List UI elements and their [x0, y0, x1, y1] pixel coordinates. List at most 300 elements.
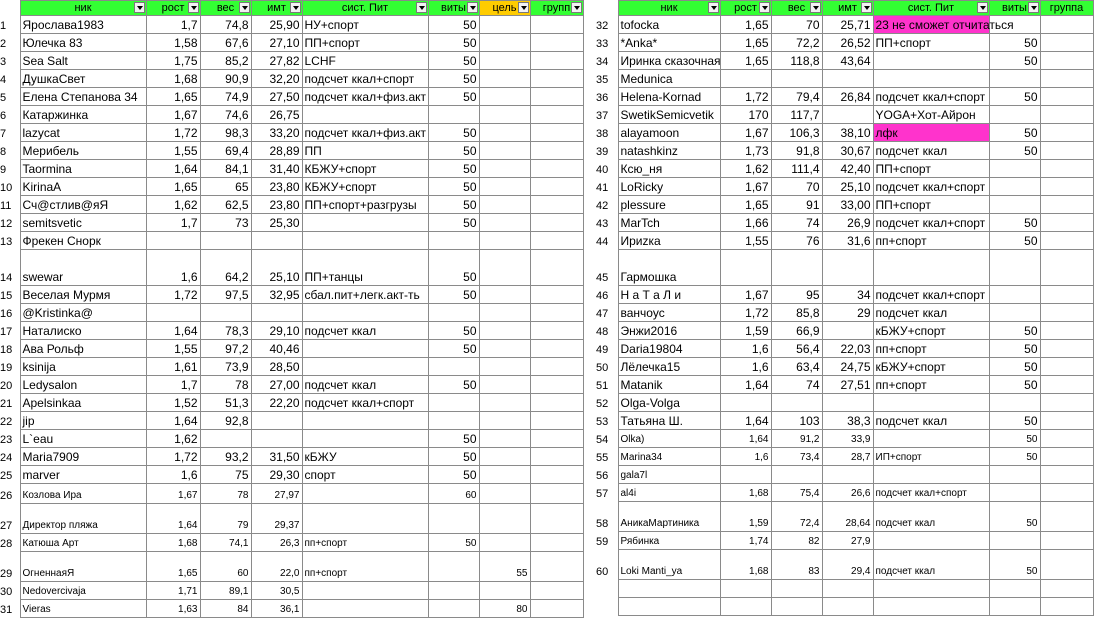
vits-cell[interactable]	[428, 552, 479, 582]
vits-cell[interactable]: 50	[989, 412, 1040, 430]
weight-cell[interactable]: 75,4	[771, 484, 822, 502]
group-cell[interactable]	[1040, 484, 1093, 502]
system-cell[interactable]: подсчет ккал	[302, 322, 428, 340]
nick-cell[interactable]: Marina34	[618, 448, 720, 466]
goal-cell[interactable]	[479, 484, 530, 504]
nick-cell[interactable]: al4i	[618, 484, 720, 502]
bmi-cell[interactable]: 23,80	[251, 178, 302, 196]
header-nick[interactable]: ник	[618, 1, 720, 16]
weight-cell[interactable]: 91,8	[771, 142, 822, 160]
weight-cell[interactable]: 111,4	[771, 160, 822, 178]
weight-cell[interactable]: 74,9	[200, 88, 251, 106]
system-cell[interactable]: сбал.пит+легк.акт-ть	[302, 286, 428, 304]
vits-cell[interactable]: 50	[428, 214, 479, 232]
group-cell[interactable]	[1040, 106, 1093, 124]
system-cell[interactable]	[873, 70, 989, 88]
height-cell[interactable]: 1,67	[720, 286, 771, 304]
header-system[interactable]: сист. Пит	[873, 1, 989, 16]
height-cell[interactable]: 1,7	[146, 16, 200, 34]
height-cell[interactable]	[720, 70, 771, 88]
bmi-cell[interactable]: 32,95	[251, 286, 302, 304]
nick-cell[interactable]: LoRicky	[618, 178, 720, 196]
bmi-cell[interactable]: 25,90	[251, 16, 302, 34]
goal-cell[interactable]	[479, 142, 530, 160]
height-cell[interactable]: 1,55	[720, 232, 771, 250]
group-cell[interactable]	[530, 34, 583, 52]
group-cell[interactable]	[1040, 250, 1093, 286]
vits-cell[interactable]	[989, 286, 1040, 304]
nick-cell[interactable]: MarTch	[618, 214, 720, 232]
bmi-cell[interactable]: 26,75	[251, 106, 302, 124]
nick-cell[interactable]	[618, 598, 720, 616]
vits-cell[interactable]	[989, 250, 1040, 286]
header-bmi[interactable]	[251, 1, 302, 16]
height-cell[interactable]: 1,61	[146, 358, 200, 376]
vits-cell[interactable]: 50	[989, 340, 1040, 358]
height-cell[interactable]: 1,64	[720, 412, 771, 430]
group-cell[interactable]	[1040, 160, 1093, 178]
nick-cell[interactable]: Olka)	[618, 430, 720, 448]
nick-cell[interactable]: Medunica	[618, 70, 720, 88]
nick-cell[interactable]: Ириzка	[618, 232, 720, 250]
filter-dropdown-icon[interactable]	[759, 2, 770, 13]
bmi-cell[interactable]: 43,64	[822, 52, 873, 70]
group-cell[interactable]	[530, 250, 583, 286]
vits-cell[interactable]: 50	[989, 502, 1040, 532]
header-weight[interactable]	[200, 1, 251, 16]
height-cell[interactable]: 1,68	[720, 550, 771, 580]
vits-cell[interactable]: 50	[989, 430, 1040, 448]
header-weight[interactable]: вес	[771, 1, 822, 16]
weight-cell[interactable]: 78	[200, 484, 251, 504]
nick-cell[interactable]: marver	[20, 466, 146, 484]
vits-cell[interactable]	[989, 160, 1040, 178]
nick-cell[interactable]: Татьяна Ш.	[618, 412, 720, 430]
goal-cell[interactable]	[479, 322, 530, 340]
bmi-cell[interactable]	[251, 304, 302, 322]
system-cell[interactable]	[302, 214, 428, 232]
group-cell[interactable]	[1040, 340, 1093, 358]
weight-cell[interactable]: 89,1	[200, 582, 251, 600]
goal-cell[interactable]: 80	[479, 600, 530, 618]
group-cell[interactable]	[530, 232, 583, 250]
goal-cell[interactable]	[479, 304, 530, 322]
bmi-cell[interactable]: 30,5	[251, 582, 302, 600]
nick-cell[interactable]: ДушкаСвет	[20, 70, 146, 88]
height-cell[interactable]: 1,65	[720, 196, 771, 214]
goal-cell[interactable]	[479, 232, 530, 250]
nick-cell[interactable]: Катаржинка	[20, 106, 146, 124]
height-cell[interactable]: 1,64	[146, 322, 200, 340]
height-cell[interactable]: 1,67	[720, 124, 771, 142]
system-cell[interactable]: подсчет ккал+спорт	[873, 88, 989, 106]
bmi-cell[interactable]: 27,97	[251, 484, 302, 504]
system-cell[interactable]: ИП+спорт	[873, 448, 989, 466]
height-cell[interactable]: 1,64	[146, 160, 200, 178]
group-cell[interactable]	[1040, 196, 1093, 214]
system-cell[interactable]	[302, 340, 428, 358]
vits-cell[interactable]: 50	[428, 340, 479, 358]
height-cell[interactable]: 1,72	[146, 448, 200, 466]
group-cell[interactable]	[1040, 52, 1093, 70]
goal-cell[interactable]	[479, 358, 530, 376]
bmi-cell[interactable]	[822, 466, 873, 484]
weight-cell[interactable]: 69,4	[200, 142, 251, 160]
weight-cell[interactable]: 67,6	[200, 34, 251, 52]
bmi-cell[interactable]: 24,75	[822, 358, 873, 376]
vits-cell[interactable]	[989, 106, 1040, 124]
vits-cell[interactable]: 50	[428, 34, 479, 52]
vits-cell[interactable]	[428, 394, 479, 412]
system-cell[interactable]	[302, 600, 428, 618]
system-cell[interactable]: пп+спорт	[302, 552, 428, 582]
bmi-cell[interactable]	[251, 412, 302, 430]
goal-cell[interactable]	[479, 106, 530, 124]
group-cell[interactable]	[1040, 34, 1093, 52]
vits-cell[interactable]: 50	[989, 358, 1040, 376]
height-cell[interactable]	[720, 250, 771, 286]
filter-dropdown-icon[interactable]	[708, 2, 719, 13]
nick-cell[interactable]: Н а Т а Л и	[618, 286, 720, 304]
header-nick[interactable]	[20, 1, 146, 16]
nick-cell[interactable]: Vieras	[20, 600, 146, 618]
group-cell[interactable]	[1040, 70, 1093, 88]
system-cell[interactable]: подсчет ккал	[302, 376, 428, 394]
weight-cell[interactable]: 98,3	[200, 124, 251, 142]
system-cell[interactable]: LCHF	[302, 52, 428, 70]
filter-dropdown-icon[interactable]	[416, 2, 427, 13]
system-cell[interactable]	[302, 582, 428, 600]
bmi-cell[interactable]: 23,80	[251, 196, 302, 214]
group-cell[interactable]	[530, 88, 583, 106]
nick-cell[interactable]: Лёлечка15	[618, 358, 720, 376]
nick-cell[interactable]: Натaлиско	[20, 322, 146, 340]
bmi-cell[interactable]: 33,20	[251, 124, 302, 142]
height-cell[interactable]: 1,65	[720, 52, 771, 70]
goal-cell[interactable]	[479, 178, 530, 196]
vits-cell[interactable]: 50	[428, 88, 479, 106]
nick-cell[interactable]: Директор пляжа	[20, 504, 146, 534]
height-cell[interactable]: 1,62	[720, 160, 771, 178]
goal-cell[interactable]	[479, 430, 530, 448]
bmi-cell[interactable]: 27,10	[251, 34, 302, 52]
group-cell[interactable]	[530, 16, 583, 34]
weight-cell[interactable]: 74	[771, 376, 822, 394]
goal-cell[interactable]	[479, 124, 530, 142]
bmi-cell[interactable]: 27,9	[822, 532, 873, 550]
nick-cell[interactable]: Иринка сказочная	[618, 52, 720, 70]
vits-cell[interactable]	[989, 196, 1040, 214]
group-cell[interactable]	[1040, 322, 1093, 340]
vits-cell[interactable]	[428, 358, 479, 376]
group-cell[interactable]	[530, 534, 583, 552]
weight-cell[interactable]: 74,1	[200, 534, 251, 552]
weight-cell[interactable]: 83	[771, 550, 822, 580]
vits-cell[interactable]	[989, 178, 1040, 196]
goal-cell[interactable]	[479, 250, 530, 286]
header-group[interactable]: группа	[1040, 1, 1093, 16]
bmi-cell[interactable]: 29	[822, 304, 873, 322]
weight-cell[interactable]: 117,7	[771, 106, 822, 124]
height-cell[interactable]	[720, 580, 771, 598]
group-cell[interactable]	[530, 214, 583, 232]
nick-cell[interactable]: KirinaA	[20, 178, 146, 196]
nick-cell[interactable]: Козлова Ира	[20, 484, 146, 504]
vits-cell[interactable]	[989, 598, 1040, 616]
vits-cell[interactable]: 50	[989, 376, 1040, 394]
header-system[interactable]	[302, 1, 428, 16]
height-cell[interactable]: 1,55	[146, 142, 200, 160]
group-cell[interactable]	[530, 484, 583, 504]
system-cell[interactable]: подсчет ккал+физ.акт	[302, 124, 428, 142]
system-cell[interactable]	[873, 430, 989, 448]
weight-cell[interactable]: 78	[200, 376, 251, 394]
group-cell[interactable]	[530, 582, 583, 600]
vits-cell[interactable]	[428, 600, 479, 618]
system-cell[interactable]: подсчет ккал+физ.акт	[302, 88, 428, 106]
vits-cell[interactable]	[989, 304, 1040, 322]
group-cell[interactable]	[530, 178, 583, 196]
bmi-cell[interactable]	[822, 394, 873, 412]
nick-cell[interactable]: semitsvetic	[20, 214, 146, 232]
height-cell[interactable]: 1,65	[720, 34, 771, 52]
system-cell[interactable]	[302, 484, 428, 504]
vits-cell[interactable]: 50	[428, 70, 479, 88]
vits-cell[interactable]: 50	[989, 88, 1040, 106]
system-cell[interactable]	[873, 580, 989, 598]
goal-cell[interactable]	[479, 394, 530, 412]
bmi-cell[interactable]: 26,84	[822, 88, 873, 106]
nick-cell[interactable]: Рябинка	[618, 532, 720, 550]
vits-cell[interactable]: 50	[989, 34, 1040, 52]
vits-cell[interactable]: 50	[989, 448, 1040, 466]
height-cell[interactable]: 1,59	[720, 322, 771, 340]
weight-cell[interactable]: 72,4	[771, 502, 822, 532]
weight-cell[interactable]: 62,5	[200, 196, 251, 214]
system-cell[interactable]: КБЖУ+спорт	[302, 160, 428, 178]
vits-cell[interactable]	[428, 582, 479, 600]
system-cell[interactable]	[873, 466, 989, 484]
bmi-cell[interactable]: 38,10	[822, 124, 873, 142]
system-cell[interactable]	[302, 304, 428, 322]
bmi-cell[interactable]: 26,3	[251, 534, 302, 552]
system-cell[interactable]: подсчет ккал+спорт	[302, 394, 428, 412]
vits-cell[interactable]: 50	[428, 178, 479, 196]
system-cell[interactable]	[873, 394, 989, 412]
group-cell[interactable]	[530, 412, 583, 430]
bmi-cell[interactable]: 42,40	[822, 160, 873, 178]
system-cell[interactable]: подсчет ккал	[873, 412, 989, 430]
nick-cell[interactable]: Matanik	[618, 376, 720, 394]
height-cell[interactable]: 1,67	[146, 106, 200, 124]
filter-dropdown-icon[interactable]	[571, 2, 582, 13]
group-cell[interactable]	[530, 600, 583, 618]
vits-cell[interactable]: 60	[428, 484, 479, 504]
system-cell[interactable]: ПП	[302, 142, 428, 160]
vits-cell[interactable]: 50	[989, 52, 1040, 70]
vits-cell[interactable]	[989, 466, 1040, 484]
bmi-cell[interactable]: 34	[822, 286, 873, 304]
weight-cell[interactable]: 85,2	[200, 52, 251, 70]
goal-cell[interactable]	[479, 376, 530, 394]
weight-cell[interactable]: 78,3	[200, 322, 251, 340]
bmi-cell[interactable]: 40,46	[251, 340, 302, 358]
group-cell[interactable]	[530, 304, 583, 322]
height-cell[interactable]: 1,67	[146, 484, 200, 504]
group-cell[interactable]	[1040, 394, 1093, 412]
goal-cell[interactable]	[479, 286, 530, 304]
bmi-cell[interactable]: 25,10	[822, 178, 873, 196]
nick-cell[interactable]: Olga-Volga	[618, 394, 720, 412]
weight-cell[interactable]: 91	[771, 196, 822, 214]
goal-cell[interactable]	[479, 16, 530, 34]
nick-cell[interactable]: АникаМартиника	[618, 502, 720, 532]
bmi-cell[interactable]: 29,30	[251, 466, 302, 484]
weight-cell[interactable]: 95	[771, 286, 822, 304]
nick-cell[interactable]: Елена Степанова 34	[20, 88, 146, 106]
goal-cell[interactable]	[479, 448, 530, 466]
height-cell[interactable]	[720, 466, 771, 484]
header-vits[interactable]	[428, 1, 479, 16]
system-cell[interactable]: подсчет ккал	[873, 550, 989, 580]
weight-cell[interactable]: 103	[771, 412, 822, 430]
vits-cell[interactable]	[428, 504, 479, 534]
system-cell[interactable]: подсчет ккал	[873, 304, 989, 322]
system-cell[interactable]	[873, 598, 989, 616]
height-cell[interactable]	[720, 598, 771, 616]
system-cell[interactable]: кБЖУ	[302, 448, 428, 466]
nick-cell[interactable]: lazycat	[20, 124, 146, 142]
weight-cell[interactable]: 74	[771, 214, 822, 232]
nick-cell[interactable]: ksinija	[20, 358, 146, 376]
vits-cell[interactable]: 50	[428, 376, 479, 394]
goal-cell[interactable]	[479, 70, 530, 88]
group-cell[interactable]	[530, 394, 583, 412]
group-cell[interactable]	[530, 466, 583, 484]
height-cell[interactable]: 170	[720, 106, 771, 124]
system-cell[interactable]: пп+спорт	[873, 376, 989, 394]
vits-cell[interactable]	[428, 232, 479, 250]
bmi-cell[interactable]: 22,20	[251, 394, 302, 412]
goal-cell[interactable]	[479, 88, 530, 106]
weight-cell[interactable]: 51,3	[200, 394, 251, 412]
goal-cell[interactable]	[479, 534, 530, 552]
group-cell[interactable]	[530, 52, 583, 70]
system-cell[interactable]: подсчет ккал+спорт	[873, 178, 989, 196]
system-cell[interactable]: кБЖУ+спорт	[873, 322, 989, 340]
height-cell[interactable]: 1,6	[146, 250, 200, 286]
system-cell[interactable]: подсчет ккал+спорт	[873, 214, 989, 232]
group-cell[interactable]	[530, 504, 583, 534]
nick-cell[interactable]: @Kristinka@	[20, 304, 146, 322]
group-cell[interactable]	[1040, 88, 1093, 106]
system-cell[interactable]: кБЖУ+спорт	[873, 358, 989, 376]
bmi-cell[interactable]: 25,71	[822, 16, 873, 34]
system-cell[interactable]	[873, 52, 989, 70]
group-cell[interactable]	[530, 142, 583, 160]
height-cell[interactable]: 1,63	[146, 600, 200, 618]
filter-dropdown-icon[interactable]	[810, 2, 821, 13]
weight-cell[interactable]: 91,2	[771, 430, 822, 448]
header-height[interactable]	[146, 1, 200, 16]
bmi-cell[interactable]: 31,6	[822, 232, 873, 250]
vits-cell[interactable]: 50	[428, 160, 479, 178]
system-cell[interactable]: подсчет ккал+спорт	[302, 70, 428, 88]
system-cell[interactable]: пп+спорт	[302, 534, 428, 552]
group-cell[interactable]	[1040, 466, 1093, 484]
height-cell[interactable]: 1,52	[146, 394, 200, 412]
system-cell[interactable]: подсчет ккал	[873, 502, 989, 532]
height-cell[interactable]: 1,72	[720, 88, 771, 106]
system-cell[interactable]	[302, 504, 428, 534]
bmi-cell[interactable]	[822, 322, 873, 340]
group-cell[interactable]	[530, 160, 583, 178]
system-cell[interactable]	[873, 250, 989, 286]
nick-cell[interactable]: Daria19804	[618, 340, 720, 358]
weight-cell[interactable]	[771, 466, 822, 484]
filter-dropdown-icon[interactable]	[239, 2, 250, 13]
bmi-cell[interactable]	[251, 430, 302, 448]
header-height[interactable]: рост	[720, 1, 771, 16]
system-cell[interactable]: пп+спорт	[873, 340, 989, 358]
nick-cell[interactable]: Nedovercivaja	[20, 582, 146, 600]
filter-dropdown-icon[interactable]	[290, 2, 301, 13]
vits-cell[interactable]: 50	[989, 214, 1040, 232]
system-cell[interactable]: лфк	[873, 124, 989, 142]
system-cell[interactable]	[302, 412, 428, 430]
filter-dropdown-icon[interactable]	[977, 2, 988, 13]
vits-cell[interactable]: 50	[428, 52, 479, 70]
bmi-cell[interactable]: 29,10	[251, 322, 302, 340]
height-cell[interactable]: 1,72	[146, 124, 200, 142]
weight-cell[interactable]: 92,8	[200, 412, 251, 430]
vits-cell[interactable]	[989, 484, 1040, 502]
weight-cell[interactable]	[200, 430, 251, 448]
weight-cell[interactable]: 60	[200, 552, 251, 582]
group-cell[interactable]	[530, 286, 583, 304]
height-cell[interactable]: 1,64	[720, 430, 771, 448]
vits-cell[interactable]: 50	[428, 16, 479, 34]
bmi-cell[interactable]: 31,50	[251, 448, 302, 466]
height-cell[interactable]: 1,65	[146, 88, 200, 106]
weight-cell[interactable]: 82	[771, 532, 822, 550]
vits-cell[interactable]: 50	[989, 124, 1040, 142]
nick-cell[interactable]: alayamoon	[618, 124, 720, 142]
vits-cell[interactable]	[428, 304, 479, 322]
vits-cell[interactable]	[989, 532, 1040, 550]
system-cell[interactable]: подсчет ккал	[873, 142, 989, 160]
group-cell[interactable]	[530, 70, 583, 88]
vits-cell[interactable]: 50	[989, 550, 1040, 580]
height-cell[interactable]: 1,6	[146, 466, 200, 484]
vits-cell[interactable]: 50	[428, 322, 479, 340]
group-cell[interactable]	[530, 358, 583, 376]
system-cell[interactable]	[302, 106, 428, 124]
nick-cell[interactable]	[618, 580, 720, 598]
vits-cell[interactable]: 50	[428, 466, 479, 484]
bmi-cell[interactable]: 22,0	[251, 552, 302, 582]
height-cell[interactable]: 1,65	[720, 16, 771, 34]
weight-cell[interactable]	[771, 598, 822, 616]
height-cell[interactable]: 1,58	[146, 34, 200, 52]
group-cell[interactable]	[1040, 214, 1093, 232]
height-cell[interactable]: 1,64	[720, 376, 771, 394]
system-cell[interactable]	[302, 232, 428, 250]
nick-cell[interactable]: Энжи2016	[618, 322, 720, 340]
bmi-cell[interactable]: 29,4	[822, 550, 873, 580]
group-cell[interactable]	[1040, 304, 1093, 322]
bmi-cell[interactable]	[822, 250, 873, 286]
